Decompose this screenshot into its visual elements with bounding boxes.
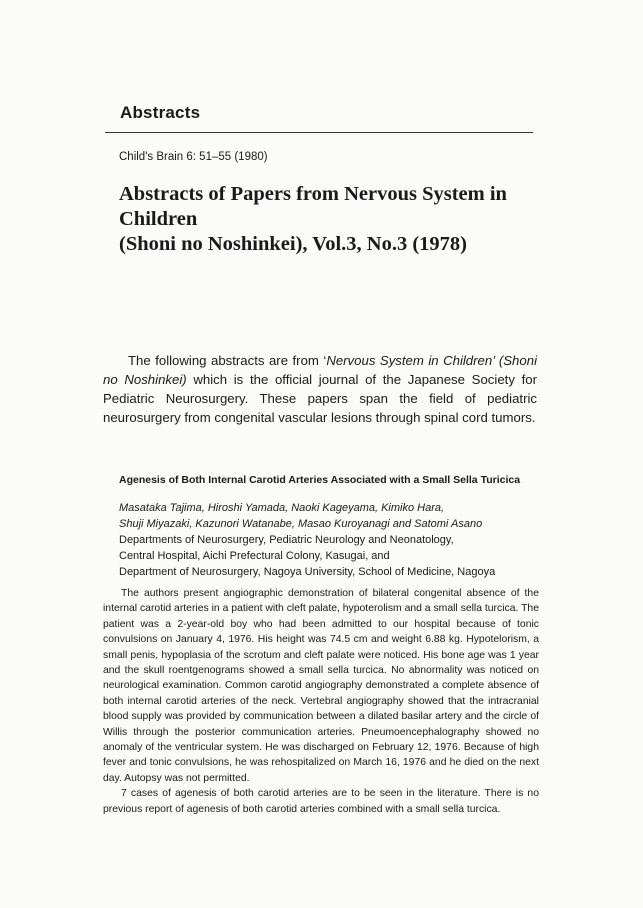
intro-text-after: which is the official journal of the Japanese Society for Pediatric Neurosurgery. These papers span the field of pediatric neurosurgery from congenital vascular lesions through spinal cord tumors.: [103, 372, 537, 425]
section-heading: Abstracts: [120, 103, 201, 122]
journal-name: Nervous System in Children’ (Shoni no Noshinkei): [103, 353, 537, 387]
article-title: [119, 182, 559, 257]
affiliation-line2: Central Hospital, Aichi Prefectural Colony, Kasugai, and: [119, 550, 390, 562]
authors-line1: Masataka Tajima, Hiroshi Yamada, Naoki Kageyama, Kimiko Hara,: [119, 502, 445, 514]
abstract-title: Agenesis of Both Internal Carotid Arteries Associated with a Small Sella Turicica: [119, 474, 521, 486]
author-block: [119, 500, 549, 580]
journal-citation: Child's Brain 6: 51–55 (1980): [119, 151, 268, 163]
authors-line2: Shuji Miyazaki, Kazunori Watanabe, Masao Kuroyanagi and Satomi Asano: [119, 518, 483, 530]
abstract-body: [103, 586, 539, 817]
article-title-line2: (Shoni no Noshinkei), Vol.3, No.3 (1978): [119, 233, 468, 255]
affiliation-line1: Departments of Neurosurgery, Pediatric Neurology and Neonatology,: [119, 534, 454, 546]
heading-rule: [105, 132, 533, 133]
article-title-line1: Abstracts of Papers from Nervous System in Children: [119, 183, 507, 230]
abstract-paragraph-2: 7 cases of agenesis of both carotid arteries are to be seen in the literature. There is no previous report of agenesis of both carotid arteries combined with a small sella turcica.: [103, 788, 539, 815]
abstract-paragraph-1: The authors present angiographic demonstration of bilateral congenital absence of the internal carotid arteries in a patient with cleft palate, hypoterolism and a small sella turcica. The patient was a 2-year-old boy who had been admitted to our hospital because of tonic convulsions on January 4, 1976. His height was 74.5 cm and weight 6.88 kg. Hypotelorism, a small penis, hypoplasia of the scrotum and cleft palate were noticed. His bone age was 1 year and the skull roentgenograms showed a small sella turcica. No abnormality was noticed on neurological examination. Common carotid angiography demonstrated a complete absence of both internal carotid arteries of the neck. Vertebral angiography showed that the intracranial blood supply was provided by communication between a dilated basilar artery and the circle of Willis through the posterior communication arteries. Pneumoencephalography showed no anomaly of the ventricular system. He was discharged on February 12, 1976. Because of high fever and tonic convulsions, he was rehospitalized on March 16, 1976 and he died on the next day. Autopsy was not permitted.: [103, 588, 539, 784]
intro-text-before: The following abstracts are from ‘: [128, 353, 327, 368]
affiliation-line3: Department of Neurosurgery, Nagoya University, School of Medicine, Nagoya: [119, 566, 496, 578]
intro-paragraph: [103, 351, 537, 427]
